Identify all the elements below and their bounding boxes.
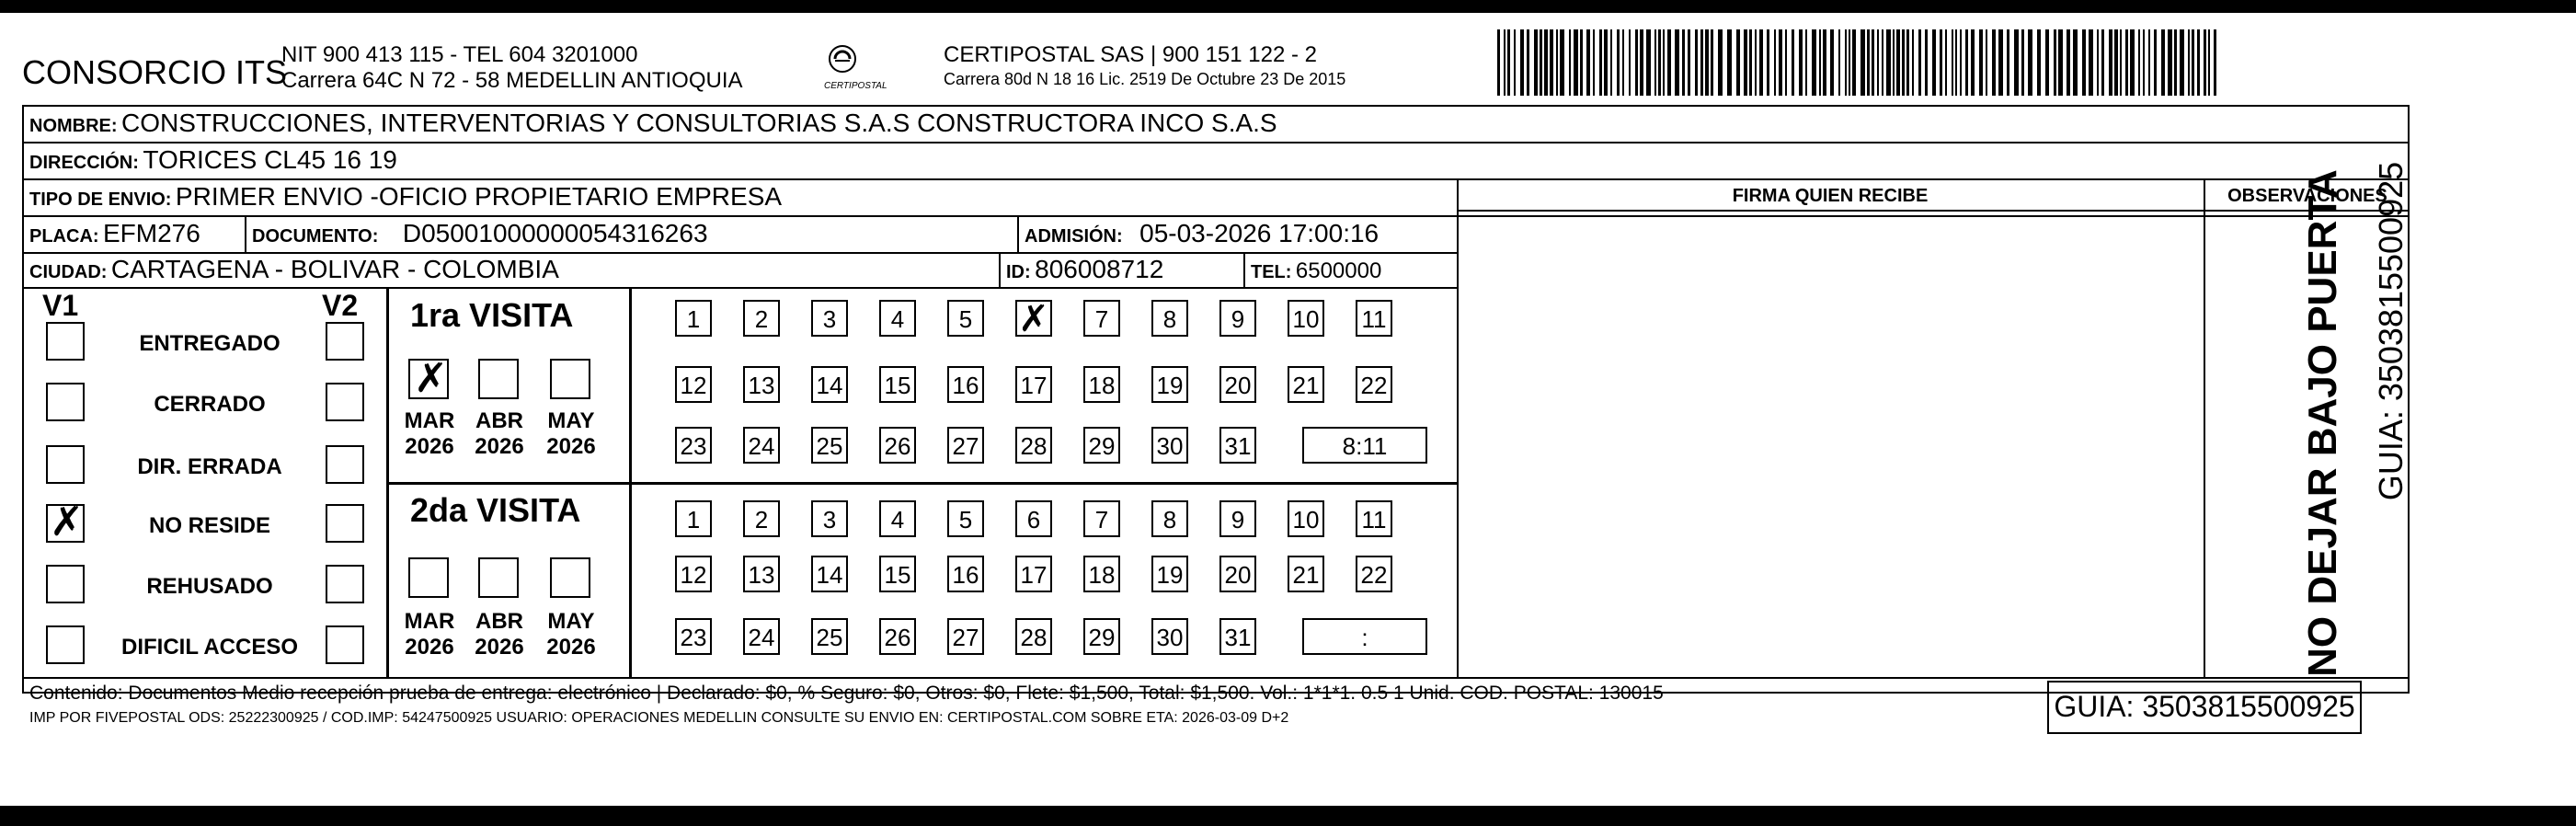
day-box[interactable]: 14 (811, 556, 848, 592)
month-year-label (539, 609, 603, 660)
v2-checkbox[interactable] (326, 504, 364, 543)
month-year-label (539, 408, 603, 460)
admision-label: ADMISIÓN: (1025, 226, 1123, 247)
day-box[interactable]: 2 (743, 300, 780, 337)
v2-label: V2 (322, 289, 359, 322)
check-mark-icon: ✗ (50, 499, 84, 545)
status-option-label: REHUSADO (146, 574, 273, 599)
year-label: 2026 (475, 635, 524, 660)
documento-label: DOCUMENTO: (252, 226, 379, 247)
day-box[interactable]: 15 (879, 556, 916, 592)
month-year-label (397, 609, 462, 660)
v1-checkbox[interactable] (46, 383, 85, 421)
day-box[interactable]: 4 (879, 500, 916, 537)
check-mark-icon: ✗ (414, 355, 448, 402)
placa-value: EFM276 (103, 219, 200, 247)
day-box[interactable]: 21 (1288, 366, 1324, 403)
bottom-border (0, 806, 2576, 826)
day-box[interactable]: 29 (1083, 427, 1120, 464)
day-box[interactable]: 22 (1356, 556, 1392, 592)
side-guia: GUIA: 3503815500925 (2372, 161, 2410, 501)
day-box[interactable]: 21 (1288, 556, 1324, 592)
direccion-label: DIRECCIÓN: (29, 153, 139, 173)
nombre-row (29, 109, 1277, 138)
day-box[interactable]: 24 (743, 618, 780, 655)
day-box[interactable]: 23 (675, 427, 712, 464)
day-box[interactable]: 17 (1015, 366, 1052, 403)
month-label: MAY (547, 609, 595, 634)
nit-line: NIT 900 413 115 - TEL 604 3201000 (281, 42, 638, 67)
month-checkbox[interactable] (408, 355, 449, 402)
day-box[interactable]: 28 (1015, 618, 1052, 655)
month-checkbox[interactable] (550, 359, 590, 399)
tel-label: TEL: (1251, 262, 1292, 282)
no-dejar-bajo-puerta: NO DEJAR BAJO PUERTA (2300, 169, 2345, 677)
status-option-label: DIFICIL ACCESO (120, 635, 298, 660)
month-label: MAR (404, 408, 455, 433)
year-label: 2026 (405, 635, 454, 660)
day-box[interactable]: 25 (811, 618, 848, 655)
month-year-label (397, 408, 462, 460)
ciudad-row (29, 255, 559, 284)
day-box[interactable]: 18 (1083, 556, 1120, 592)
month-label: MAR (404, 609, 455, 634)
placa-row (29, 219, 200, 248)
status-option-label: CERRADO (154, 392, 266, 417)
id-row (1006, 255, 1163, 284)
second-visit-title: 2da VISITA (410, 491, 581, 529)
day-box[interactable]: 5 (947, 300, 984, 337)
day-box[interactable]: 28 (1015, 427, 1052, 464)
company-name: CONSORCIO ITS (22, 53, 288, 91)
day-box[interactable]: 8 (1151, 500, 1188, 537)
barcode (1497, 29, 2226, 96)
day-box[interactable]: 4 (879, 300, 916, 337)
day-box[interactable]: 3 (811, 300, 848, 337)
day-box[interactable]: 20 (1219, 556, 1256, 592)
status-option-label: ENTREGADO (139, 331, 280, 356)
day-box[interactable]: 19 (1151, 366, 1188, 403)
day-box[interactable]: 27 (947, 427, 984, 464)
day-box[interactable]: 30 (1151, 618, 1188, 655)
month-year-label (467, 408, 532, 460)
admision-row (1025, 219, 1379, 248)
day-box[interactable]: 27 (947, 618, 984, 655)
id-label: ID: (1006, 262, 1031, 282)
day-box[interactable]: 7 (1083, 500, 1120, 537)
tipo-row (29, 182, 782, 212)
month-checkbox[interactable] (408, 557, 449, 598)
v2-checkbox[interactable] (326, 625, 364, 664)
day-box[interactable]: 22 (1356, 366, 1392, 403)
observaciones-header: OBSERVACIONES (2227, 186, 2387, 206)
status-option-label: NO RESIDE (148, 513, 271, 538)
day-box[interactable]: 29 (1083, 618, 1120, 655)
nombre-value: CONSTRUCCIONES, INTERVENTORIAS Y CONSULTORIAS S.A.S CONSTRUCTORA INCO S.A.S (121, 109, 1277, 137)
year-label: 2026 (546, 635, 596, 660)
logo-text: CERTIPOSTAL (824, 81, 887, 91)
firma-header: FIRMA QUIEN RECIBE (1732, 186, 1929, 206)
day-box[interactable]: 2 (743, 500, 780, 537)
day-box[interactable]: 11 (1356, 300, 1392, 337)
month-checkbox[interactable] (550, 557, 590, 598)
admision-value: 05-03-2026 17:00:16 (1139, 219, 1380, 247)
day-box[interactable]: 25 (811, 427, 848, 464)
day-box[interactable]: 3 (811, 500, 848, 537)
day-box[interactable]: 31 (1219, 427, 1256, 464)
day-box[interactable]: 13 (743, 556, 780, 592)
day-box[interactable]: 23 (675, 618, 712, 655)
guia-footer: GUIA: 3503815500925 (2054, 690, 2355, 723)
day-box[interactable]: 11 (1356, 500, 1392, 537)
day-box[interactable]: 31 (1219, 618, 1256, 655)
v1-checkbox[interactable] (46, 322, 85, 361)
ciudad-value: CARTAGENA - BOLIVAR - COLOMBIA (110, 255, 559, 283)
day-box[interactable]: 19 (1151, 556, 1188, 592)
day-box[interactable]: 24 (743, 427, 780, 464)
tel-value: 6500000 (1295, 258, 1382, 283)
day-box[interactable]: 26 (879, 618, 916, 655)
v1-label: V1 (42, 289, 79, 322)
day-box[interactable]: 15 (879, 366, 916, 403)
v1-checkbox[interactable] (46, 499, 85, 545)
v2-checkbox[interactable] (326, 565, 364, 603)
year-label: 2026 (546, 434, 596, 459)
certipostal-line: CERTIPOSTAL SAS | 900 151 122 - 2 (944, 42, 1317, 67)
ciudad-label: CIUDAD: (29, 262, 108, 282)
day-box[interactable]: 8 (1151, 300, 1188, 337)
month-checkbox[interactable] (478, 359, 519, 399)
month-year-label (467, 609, 532, 660)
v2-checkbox[interactable] (326, 383, 364, 421)
tipo-value: PRIMER ENVIO -OFICIO PROPIETARIO EMPRESA (175, 182, 783, 211)
year-label: 2026 (475, 434, 524, 459)
day-box[interactable]: ✗ (1015, 300, 1052, 337)
month-checkbox[interactable] (478, 557, 519, 598)
day-box[interactable]: 9 (1219, 500, 1256, 537)
id-value: 806008712 (1035, 255, 1164, 283)
nombre-label: NOMBRE: (29, 116, 118, 136)
documento-value: D05001000000054316263 (402, 219, 708, 247)
day-box[interactable]: 9 (1219, 300, 1256, 337)
day-box[interactable]: 16 (947, 556, 984, 592)
month-label: ABR (475, 609, 523, 634)
day-box[interactable]: 18 (1083, 366, 1120, 403)
v1-checkbox[interactable] (46, 625, 85, 664)
day-box[interactable]: 7 (1083, 300, 1120, 337)
contenido-line: Contenido: Documentos Medio recepción prueba de entrega: electrónico | Declarado: $0, % Seguro: $0, Otros: $0, Flete: $1,500, Total: $1,500. Vol.: 1*1*1. 0.5 1 Unid. COD. POSTAL: 130015 (29, 683, 1664, 704)
day-box[interactable]: 12 (675, 366, 712, 403)
tipo-label: TIPO DE ENVIO: (29, 189, 172, 210)
day-box[interactable]: 1 (675, 500, 712, 537)
placa-label: PLACA: (29, 226, 99, 247)
day-box[interactable]: 10 (1288, 300, 1324, 337)
day-box[interactable]: 26 (879, 427, 916, 464)
first-visit-title: 1ra VISITA (410, 296, 574, 334)
address-line: Carrera 64C N 72 - 58 MEDELLIN ANTIOQUIA (281, 68, 743, 93)
month-label: MAY (547, 408, 595, 433)
time-box[interactable]: : (1302, 618, 1427, 655)
month-label: ABR (475, 408, 523, 433)
year-label: 2026 (405, 434, 454, 459)
day-box[interactable]: 30 (1151, 427, 1188, 464)
day-box[interactable]: 6 (1015, 500, 1052, 537)
day-box[interactable]: 20 (1219, 366, 1256, 403)
direccion-row (29, 145, 397, 175)
top-border (0, 0, 2576, 13)
day-box[interactable]: 14 (811, 366, 848, 403)
day-box[interactable]: 1 (675, 300, 712, 337)
status-option-label: DIR. ERRADA (137, 454, 282, 479)
day-box[interactable]: 10 (1288, 500, 1324, 537)
v2-checkbox[interactable] (326, 445, 364, 484)
day-box[interactable]: 13 (743, 366, 780, 403)
imp-line: IMP POR FIVEPOSTAL ODS: 25222300925 / COD.IMP: 54247500925 USUARIO: OPERACIONES MEDELLIN CONSULTE SU ENVIO EN: CERTIPOSTAL.COM SOBRE ETA: 2026-03-09 D+2 (29, 710, 1289, 726)
v1-checkbox[interactable] (46, 565, 85, 603)
v1-checkbox[interactable] (46, 445, 85, 484)
license-line: Carrera 80d N 18 16 Lic. 2519 De Octubre 23 De 2015 (944, 70, 1346, 88)
documento-row (252, 219, 708, 248)
day-box[interactable]: 5 (947, 500, 984, 537)
tel-row (1251, 258, 1381, 284)
direccion-value: TORICES CL45 16 19 (143, 145, 397, 174)
day-box[interactable]: 12 (675, 556, 712, 592)
time-box[interactable]: 8:11 (1302, 427, 1427, 464)
day-box[interactable]: 17 (1015, 556, 1052, 592)
day-box[interactable]: 16 (947, 366, 984, 403)
v2-checkbox[interactable] (326, 322, 364, 361)
